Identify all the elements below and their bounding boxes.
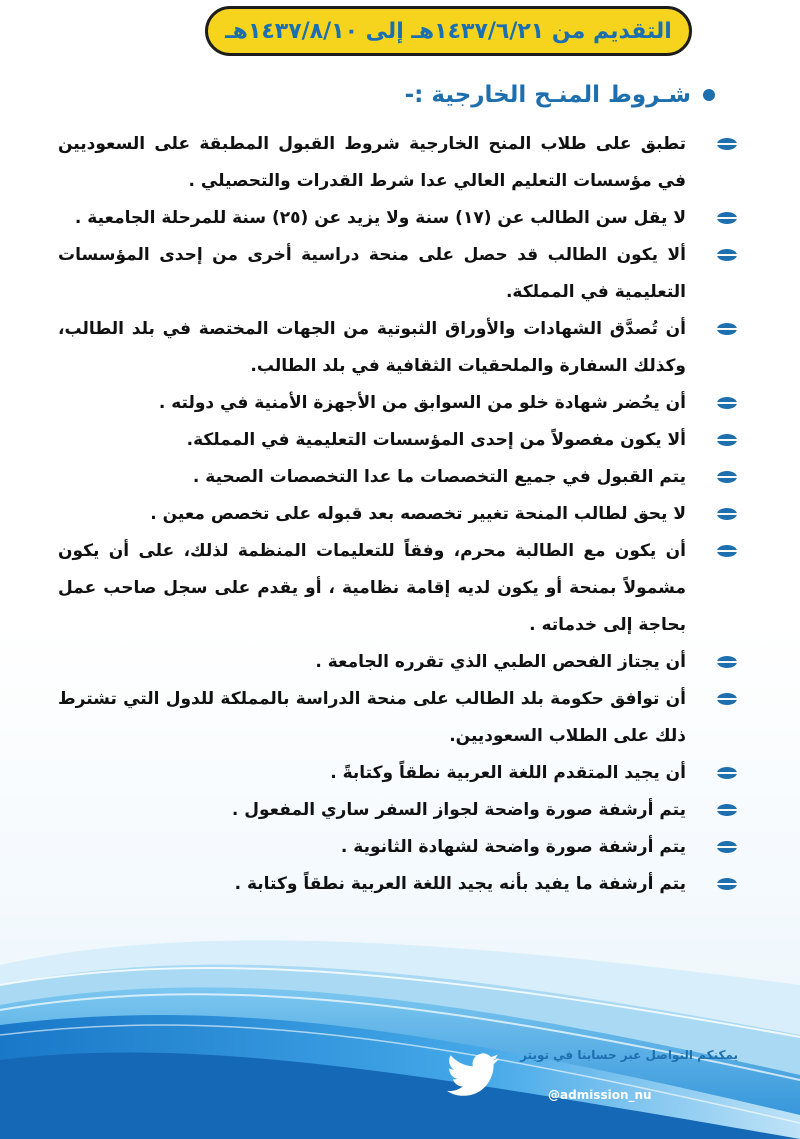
condition-text: يتم أرشفة ما يفيد بأنه يجيد اللغة العربية نطقاً وكتابة . [234, 874, 686, 894]
condition-item [58, 866, 738, 903]
bullet-icon [716, 137, 738, 151]
bullet-icon [716, 211, 738, 225]
heading-bullet-icon [703, 89, 715, 101]
condition-item [58, 496, 738, 533]
condition-text: لا يقل سن الطالب عن (١٧) سنة ولا يزيد عن (٢٥) سنة للمرحلة الجامعية . [74, 208, 686, 228]
condition-text: ألا يكون مفصولاً من إحدى المؤسسات التعليمية في المملكة. [186, 430, 686, 450]
condition-text: أن توافق حكومة بلد الطالب على منحة الدراسة بالمملكة للدول التي تشترط ذلك على الطلاب السعوديين. [58, 689, 686, 746]
bullet-icon [716, 322, 738, 336]
condition-item [58, 755, 738, 792]
bullet-icon [716, 840, 738, 854]
bullet-icon [716, 248, 738, 262]
condition-item [58, 422, 738, 459]
condition-item [58, 829, 738, 866]
bullet-icon [716, 766, 738, 780]
condition-text: يتم أرشفة صورة واضحة لجواز السفر ساري المفعول . [231, 800, 686, 820]
condition-item [58, 385, 738, 422]
condition-item [58, 681, 738, 755]
bullet-icon [716, 544, 738, 558]
twitter-handle[interactable]: @admission_nu [548, 1088, 652, 1102]
bullet-icon [716, 692, 738, 706]
twitter-bird-icon[interactable] [447, 1052, 499, 1098]
condition-item [58, 200, 738, 237]
condition-item [58, 792, 738, 829]
condition-text: أن يجتاز الفحص الطبي الذي تقرره الجامعة . [315, 652, 686, 672]
condition-text: تطبق على طلاب المنح الخارجية شروط القبول المطبقة على السعوديين في مؤسسات التعليم العالي عدا شرط القدرات والتحصيلي . [58, 134, 686, 191]
condition-item [58, 459, 738, 496]
date-banner-text: التقديم من ١٤٣٧/٦/٢١هـ إلى ١٤٣٧/٨/١٠هـ [225, 18, 672, 44]
condition-text: لا يحق لطالب المنحة تغيير تخصصه بعد قبوله على تخصص معين . [150, 504, 686, 524]
section-heading [405, 82, 715, 108]
heading-text: شـروط المنـح الخارجية :- [404, 82, 691, 108]
bullet-icon [716, 470, 738, 484]
bullet-icon [716, 396, 738, 410]
condition-text: يتم أرشفة صورة واضحة لشهادة الثانوية . [340, 837, 686, 857]
condition-item [58, 237, 738, 311]
bullet-icon [716, 803, 738, 817]
condition-text: أن يكون مع الطالبة محرم، وفقاً للتعليمات المنظمة لذلك، على أن يكون مشمولاً بمنحة أو يكون لديه إقامة نظامية ، أو يقدم على سجل صاحب عمل بحاجة إلى خدماته . [58, 541, 686, 635]
condition-item [58, 533, 738, 644]
bullet-icon [716, 877, 738, 891]
condition-text: أن يجيد المتقدم اللغة العربية نطقاً وكتابةً . [330, 763, 686, 783]
conditions-list [58, 126, 738, 903]
condition-text: ألا يكون الطالب قد حصل على منحة دراسية أخرى من إحدى المؤسسات التعليمية في المملكة. [58, 245, 686, 302]
condition-text: يتم القبول في جميع التخصصات ما عدا التخصصات الصحية . [192, 467, 686, 487]
condition-text: أن تُصدَّق الشهادات والأوراق الثبوتية من الجهات المختصة في بلد الطالب، وكذلك السفارة والملحقيات الثقافية في بلد الطالب. [58, 319, 686, 376]
bullet-icon [716, 655, 738, 669]
condition-item [58, 126, 738, 200]
bullet-icon [716, 433, 738, 447]
condition-item [58, 311, 738, 385]
bullet-icon [716, 507, 738, 521]
condition-item [58, 644, 738, 681]
wave-decoration [0, 925, 800, 1139]
contact-text: يمكنكم التواصل عبر حسابنا في تويتر [520, 1048, 738, 1062]
date-banner [205, 6, 692, 56]
condition-text: أن يحُضر شهادة خلو من السوابق من الأجهزة الأمنية في دولته . [158, 393, 686, 413]
